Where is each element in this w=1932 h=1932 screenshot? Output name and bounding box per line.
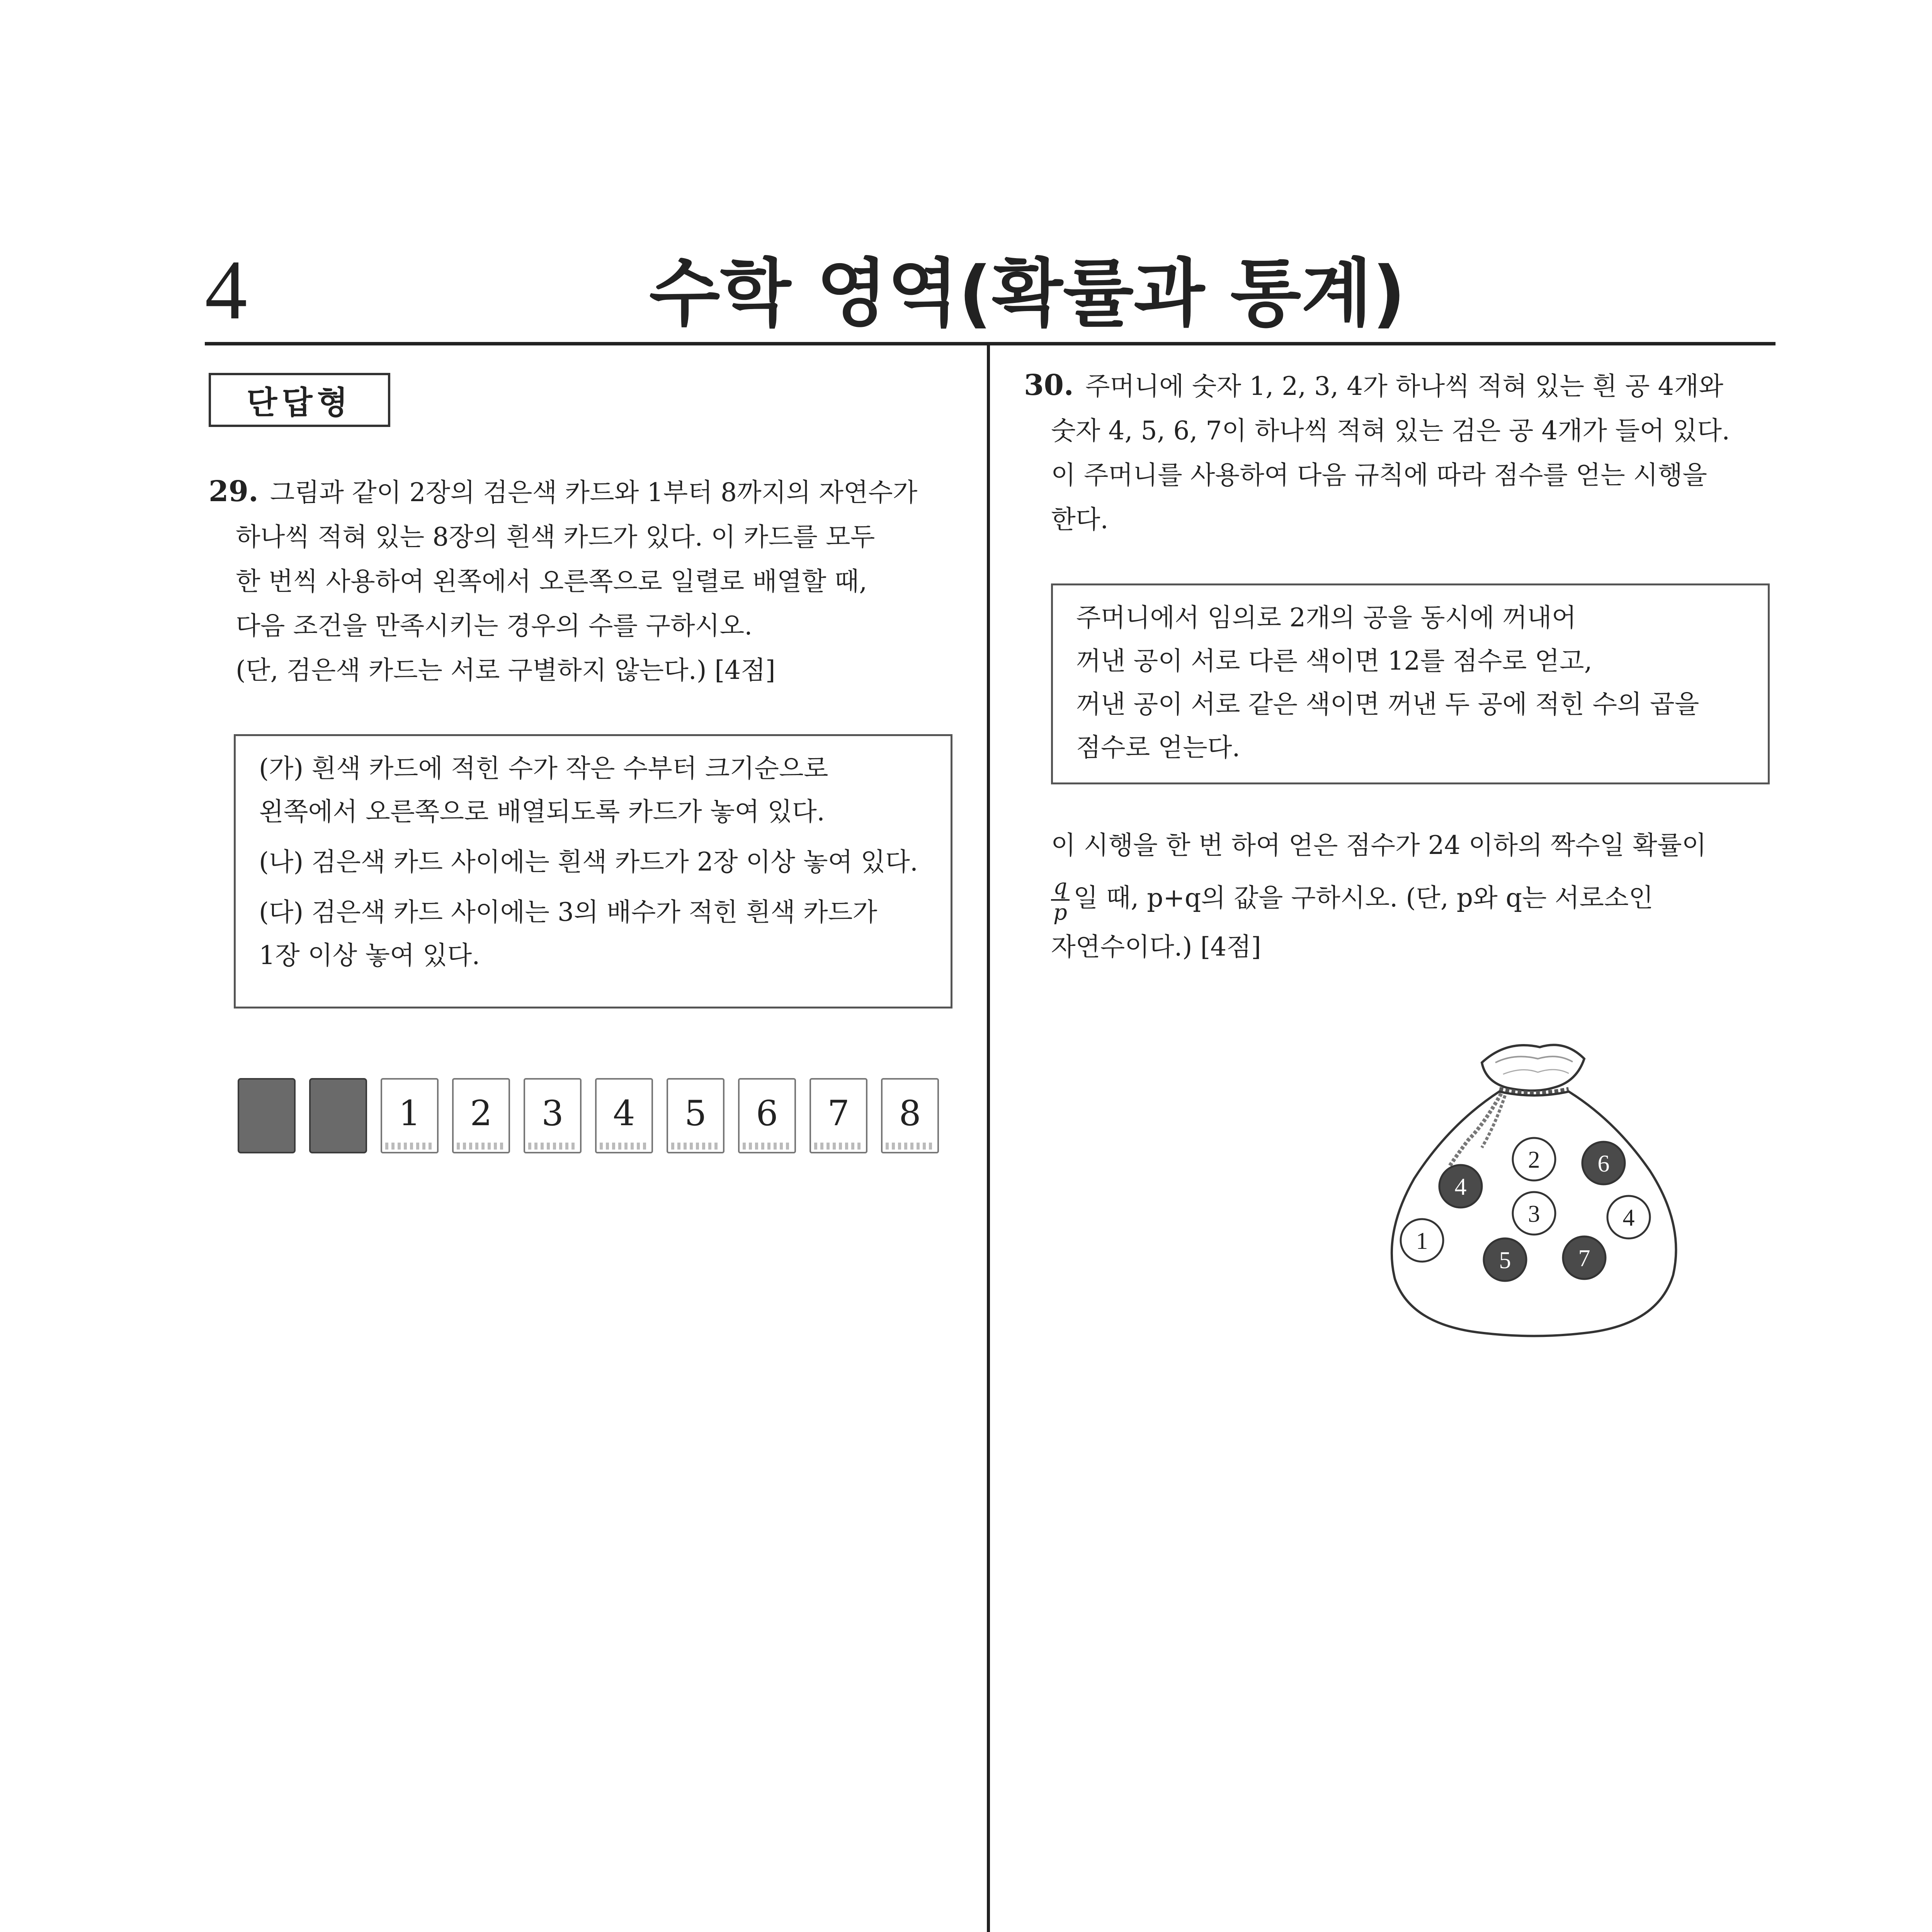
question-29-line: 한 번씩 사용하여 왼쪽에서 오른쪽으로 일렬로 배열할 때,	[236, 566, 867, 596]
prompt-line: 이 시행을 한 번 하여 얻은 점수가 24 이하의 짝수일 확률이	[1051, 830, 1707, 860]
question-30-line-text: 주머니에 숫자 1, 2, 3, 4가 하나씩 적혀 있는 흰 공 4개와	[1085, 371, 1724, 401]
fraction-numerator: q	[1051, 875, 1070, 901]
ball-label: 7	[1578, 1245, 1590, 1272]
ball-label: 5	[1499, 1247, 1511, 1274]
ball-label: 4	[1622, 1205, 1635, 1231]
condition-ga: (가) 흰색 카드에 적힌 수가 작은 수부터 크기순으로	[259, 753, 828, 783]
white-ball	[1513, 1192, 1555, 1235]
rule-line: 꺼낸 공이 서로 같은 색이면 꺼낸 두 공에 적힌 수의 곱을	[1076, 689, 1699, 719]
ball-label: 6	[1597, 1151, 1610, 1177]
question-29-line: 다음 조건을 만족시키는 경우의 수를 구하시오.	[236, 611, 753, 641]
condition-da-cont: 1장 이상 놓여 있다.	[259, 940, 480, 970]
rule-box	[1051, 583, 1770, 784]
white-ball	[1401, 1219, 1443, 1262]
question-number: 30.	[1024, 369, 1074, 402]
condition-ga-cont: 왼쪽에서 오른쪽으로 배열되도록 카드가 놓여 있다.	[259, 797, 825, 827]
fraction-q-over-p	[1051, 875, 1070, 925]
white-card	[810, 1078, 867, 1153]
black-ball	[1484, 1238, 1526, 1281]
ball-label: 4	[1454, 1174, 1467, 1200]
ball-label: 1	[1416, 1228, 1428, 1254]
condition-na: (나) 검은색 카드 사이에는 흰색 카드가 2장 이상 놓여 있다.	[259, 847, 918, 877]
black-card	[309, 1078, 367, 1153]
ball-label: 3	[1528, 1201, 1540, 1227]
question-29-line-text: 그림과 같이 2장의 검은색 카드와 1부터 8까지의 자연수가	[270, 478, 918, 507]
bag-illustration	[1267, 1039, 1793, 1341]
question-number: 29.	[209, 475, 259, 508]
question-29	[209, 469, 966, 692]
white-card	[881, 1078, 939, 1153]
card-number: 5	[684, 1093, 707, 1134]
section-label: 단답형	[209, 373, 390, 427]
card-number: 1	[398, 1093, 421, 1134]
white-card	[667, 1078, 724, 1153]
white-card	[452, 1078, 510, 1153]
black-ball	[1563, 1236, 1605, 1279]
white-card	[595, 1078, 653, 1153]
black-card	[238, 1078, 296, 1153]
column-divider	[987, 345, 990, 1932]
question-30-line: 숫자 4, 5, 6, 7이 하나씩 적혀 있는 검은 공 4개가 들어 있다.	[1051, 416, 1730, 446]
question-30-line: 이 주머니를 사용하여 다음 규칙에 따라 점수를 얻는 시행을	[1051, 460, 1707, 490]
rule-line: 점수로 얻는다.	[1076, 733, 1240, 762]
white-card	[381, 1078, 439, 1153]
conditions-box	[234, 734, 952, 1009]
white-ball	[1513, 1138, 1555, 1180]
question-29-line: (단, 검은색 카드는 서로 구별하지 않는다.) [4점]	[236, 655, 776, 685]
rule-line: 주머니에서 임의로 2개의 공을 동시에 꺼내어	[1076, 603, 1577, 633]
white-card	[524, 1078, 582, 1153]
subject-title: 수학 영역(확률과 통계)	[649, 251, 1406, 336]
question-30	[1024, 363, 1777, 542]
prompt-line-text: 일 때, p+q의 값을 구하시오. (단, p와 q는 서로소인	[1073, 883, 1653, 913]
page-number: 4	[205, 243, 247, 337]
header-rule	[205, 342, 1776, 345]
white-card	[738, 1078, 796, 1153]
card-number: 4	[613, 1093, 635, 1134]
card-number: 7	[827, 1093, 850, 1134]
question-29-line	[209, 469, 966, 515]
black-ball	[1582, 1142, 1625, 1184]
prompt-line	[1024, 875, 1777, 925]
card-number: 2	[470, 1093, 492, 1134]
card-figure	[238, 1078, 952, 1155]
white-ball	[1607, 1196, 1650, 1238]
bag-drawing	[1392, 1045, 1676, 1336]
question-29-line: 하나씩 적혀 있는 8장의 흰색 카드가 있다. 이 카드를 모두	[236, 522, 875, 552]
card-number: 8	[899, 1093, 921, 1134]
question-30-line: 한다.	[1051, 505, 1109, 534]
fraction-denominator: p	[1053, 900, 1067, 925]
question-30-prompt	[1024, 823, 1777, 969]
question-30-line	[1024, 363, 1777, 408]
rule-line: 꺼낸 공이 서로 다른 색이면 12를 점수로 얻고,	[1076, 646, 1592, 676]
card-number: 3	[541, 1093, 564, 1134]
prompt-line: 자연수이다.) [4점]	[1051, 932, 1261, 962]
condition-da: (다) 검은색 카드 사이에는 3의 배수가 적힌 흰색 카드가	[259, 897, 878, 927]
ball-label: 2	[1528, 1147, 1540, 1173]
card-number: 6	[756, 1093, 778, 1134]
black-ball	[1439, 1165, 1482, 1208]
